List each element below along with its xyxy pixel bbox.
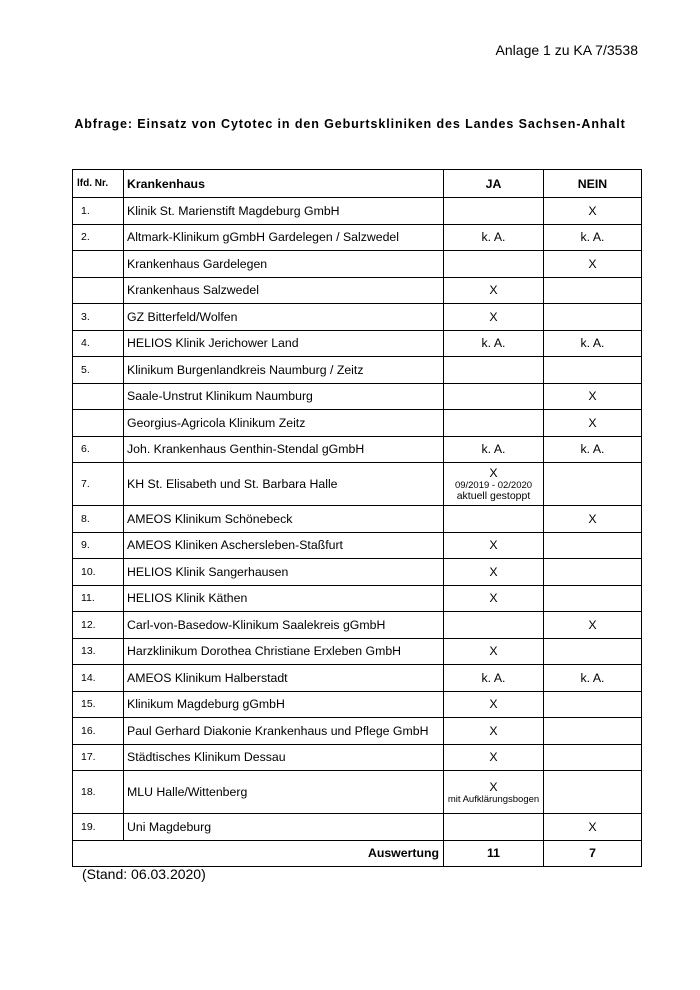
row-ja	[444, 771, 544, 814]
row-nr: 6.	[73, 436, 124, 463]
row-nr: 14.	[73, 665, 124, 692]
document-title: Abfrage: Einsatz von Cytotec in den Geburtskliniken des Landes Sachsen-Anhalt	[74, 117, 626, 131]
row-hospital-name: AMEOS Klinikum Halberstadt	[124, 665, 444, 692]
row-ja	[444, 612, 544, 639]
row-ja-value: k. A.	[481, 670, 506, 685]
row-nein: X	[544, 251, 642, 278]
row-ja	[444, 532, 544, 559]
row-hospital-name: Saale-Unstrut Klinikum Naumburg	[124, 383, 444, 410]
row-ja	[444, 506, 544, 533]
row-hospital-name: Georgius-Agricola Klinikum Zeitz	[124, 410, 444, 437]
row-ja	[444, 691, 544, 718]
row-ja-note: 09/2019 - 02/2020	[454, 480, 533, 491]
table-row	[73, 612, 642, 639]
row-ja-value: X	[489, 750, 498, 765]
row-nein: X	[544, 198, 642, 225]
table-row	[73, 251, 642, 278]
row-hospital-name: Klinik St. Marienstift Magdeburg GmbH	[124, 198, 444, 225]
total-row	[73, 840, 642, 867]
row-nein	[544, 357, 642, 384]
row-hospital-name: AMEOS Klinikum Schönebeck	[124, 506, 444, 533]
row-ja-value: k. A.	[481, 230, 506, 245]
row-nein	[544, 691, 642, 718]
row-ja-value: X	[489, 309, 498, 324]
row-ja-value: k. A.	[481, 442, 506, 457]
row-nr: 15.	[73, 691, 124, 718]
row-hospital-name: GZ Bitterfeld/Wolfen	[124, 304, 444, 331]
row-ja-value: X	[489, 723, 498, 738]
table-row	[73, 357, 642, 384]
row-ja	[444, 277, 544, 304]
row-ja	[444, 198, 544, 225]
row-nein	[544, 585, 642, 612]
table-row	[73, 198, 642, 225]
row-ja	[444, 665, 544, 692]
row-ja-value: X	[489, 591, 498, 606]
row-nein: k. A.	[544, 330, 642, 357]
row-nr: 17.	[73, 744, 124, 771]
table-row	[73, 224, 642, 251]
table-row	[73, 506, 642, 533]
row-nein: X	[544, 814, 642, 841]
table-row	[73, 771, 642, 814]
row-hospital-name: Städtisches Klinikum Dessau	[124, 744, 444, 771]
row-ja-value: X	[489, 283, 498, 298]
row-ja-note: mit Aufklärungsbogen	[447, 793, 540, 805]
row-nein: X	[544, 410, 642, 437]
row-hospital-name: HELIOS Klinik Käthen	[124, 585, 444, 612]
row-nein: X	[544, 506, 642, 533]
table-row	[73, 532, 642, 559]
row-nein: k. A.	[544, 436, 642, 463]
header-name: Krankenhaus	[124, 170, 444, 198]
table-row	[73, 436, 642, 463]
table-row	[73, 665, 642, 692]
row-hospital-name: Altmark-Klinikum gGmbH Gardelegen / Salzwedel	[124, 224, 444, 251]
row-nein: k. A.	[544, 665, 642, 692]
table-row	[73, 410, 642, 437]
table-row	[73, 330, 642, 357]
table-row	[73, 277, 642, 304]
row-hospital-name: Klinikum Magdeburg gGmbH	[124, 691, 444, 718]
header-nein: NEIN	[544, 170, 642, 198]
table-row	[73, 638, 642, 665]
table-row	[73, 718, 642, 745]
table-row	[73, 383, 642, 410]
row-nein	[544, 463, 642, 506]
row-hospital-name: Harzklinikum Dorothea Christiane Erxleben GmbH	[124, 638, 444, 665]
total-label: Auswertung	[73, 840, 444, 867]
row-nein: X	[544, 612, 642, 639]
row-hospital-name: HELIOS Klinik Sangerhausen	[124, 559, 444, 586]
table-row	[73, 559, 642, 586]
row-nr: 16.	[73, 718, 124, 745]
table-row	[73, 463, 642, 506]
row-ja-value: X	[489, 644, 498, 659]
row-nein	[544, 532, 642, 559]
row-nr: 18.	[73, 771, 124, 814]
row-ja	[444, 718, 544, 745]
row-nr: 9.	[73, 532, 124, 559]
row-nr: 7.	[73, 463, 124, 506]
row-nr	[73, 383, 124, 410]
row-ja-value: k. A.	[481, 336, 506, 351]
header-nr: lfd. Nr.	[73, 170, 124, 198]
row-nr	[73, 410, 124, 437]
row-hospital-name: Joh. Krankenhaus Genthin-Stendal gGmbH	[124, 436, 444, 463]
row-nein	[544, 559, 642, 586]
row-nein: k. A.	[544, 224, 642, 251]
row-nr	[73, 251, 124, 278]
row-ja	[444, 383, 544, 410]
row-nr: 8.	[73, 506, 124, 533]
table-row	[73, 814, 642, 841]
row-nr	[73, 277, 124, 304]
row-nein: X	[544, 383, 642, 410]
row-nr: 10.	[73, 559, 124, 586]
header-ja: JA	[444, 170, 544, 198]
row-nein	[544, 304, 642, 331]
row-hospital-name: Carl-von-Basedow-Klinikum Saalekreis gGmbH	[124, 612, 444, 639]
row-ja	[444, 410, 544, 437]
total-nein: 7	[544, 840, 642, 867]
row-hospital-name: Krankenhaus Gardelegen	[124, 251, 444, 278]
row-nr: 19.	[73, 814, 124, 841]
row-ja	[444, 330, 544, 357]
row-nein	[544, 771, 642, 814]
row-hospital-name: MLU Halle/Wittenberg	[124, 771, 444, 814]
table-row	[73, 304, 642, 331]
row-ja	[444, 638, 544, 665]
row-nr: 4.	[73, 330, 124, 357]
row-ja	[444, 251, 544, 278]
row-ja	[444, 357, 544, 384]
row-ja	[444, 304, 544, 331]
table-body	[73, 198, 642, 841]
row-ja-value: X	[489, 466, 498, 480]
row-nr: 3.	[73, 304, 124, 331]
annex-label: Anlage 1 zu KA 7/3538	[495, 42, 638, 58]
row-nein	[544, 718, 642, 745]
row-ja	[444, 744, 544, 771]
row-nein	[544, 744, 642, 771]
row-nr: 11.	[73, 585, 124, 612]
stand-date: (Stand: 06.03.2020)	[82, 866, 206, 882]
row-ja-value: X	[489, 538, 498, 553]
row-hospital-name: Uni Magdeburg	[124, 814, 444, 841]
row-nr: 1.	[73, 198, 124, 225]
row-nein	[544, 638, 642, 665]
row-hospital-name: AMEOS Kliniken Aschersleben-Staßfurt	[124, 532, 444, 559]
table-row	[73, 691, 642, 718]
table-row	[73, 585, 642, 612]
row-hospital-name: Krankenhaus Salzwedel	[124, 277, 444, 304]
row-ja	[444, 463, 544, 506]
row-nr: 2.	[73, 224, 124, 251]
row-nein	[544, 277, 642, 304]
row-ja	[444, 585, 544, 612]
row-ja	[444, 436, 544, 463]
table-row	[73, 744, 642, 771]
row-ja	[444, 814, 544, 841]
row-nr: 5.	[73, 357, 124, 384]
row-nr: 12.	[73, 612, 124, 639]
row-hospital-name: Paul Gerhard Diakonie Krankenhaus und Pflege GmbH	[124, 718, 444, 745]
row-ja-value: X	[489, 779, 498, 794]
table-header-row	[73, 170, 642, 198]
row-nr: 13.	[73, 638, 124, 665]
row-hospital-name: Klinikum Burgenlandkreis Naumburg / Zeitz	[124, 357, 444, 384]
row-ja	[444, 559, 544, 586]
row-ja-value: X	[489, 564, 498, 579]
row-ja	[444, 224, 544, 251]
row-hospital-name: HELIOS Klinik Jerichower Land	[124, 330, 444, 357]
row-hospital-name: KH St. Elisabeth und St. Barbara Halle	[124, 463, 444, 506]
row-ja-value: X	[489, 697, 498, 712]
row-ja-note-2: aktuell gestoppt	[456, 490, 531, 502]
hospital-table	[72, 169, 642, 867]
total-ja: 11	[444, 840, 544, 867]
